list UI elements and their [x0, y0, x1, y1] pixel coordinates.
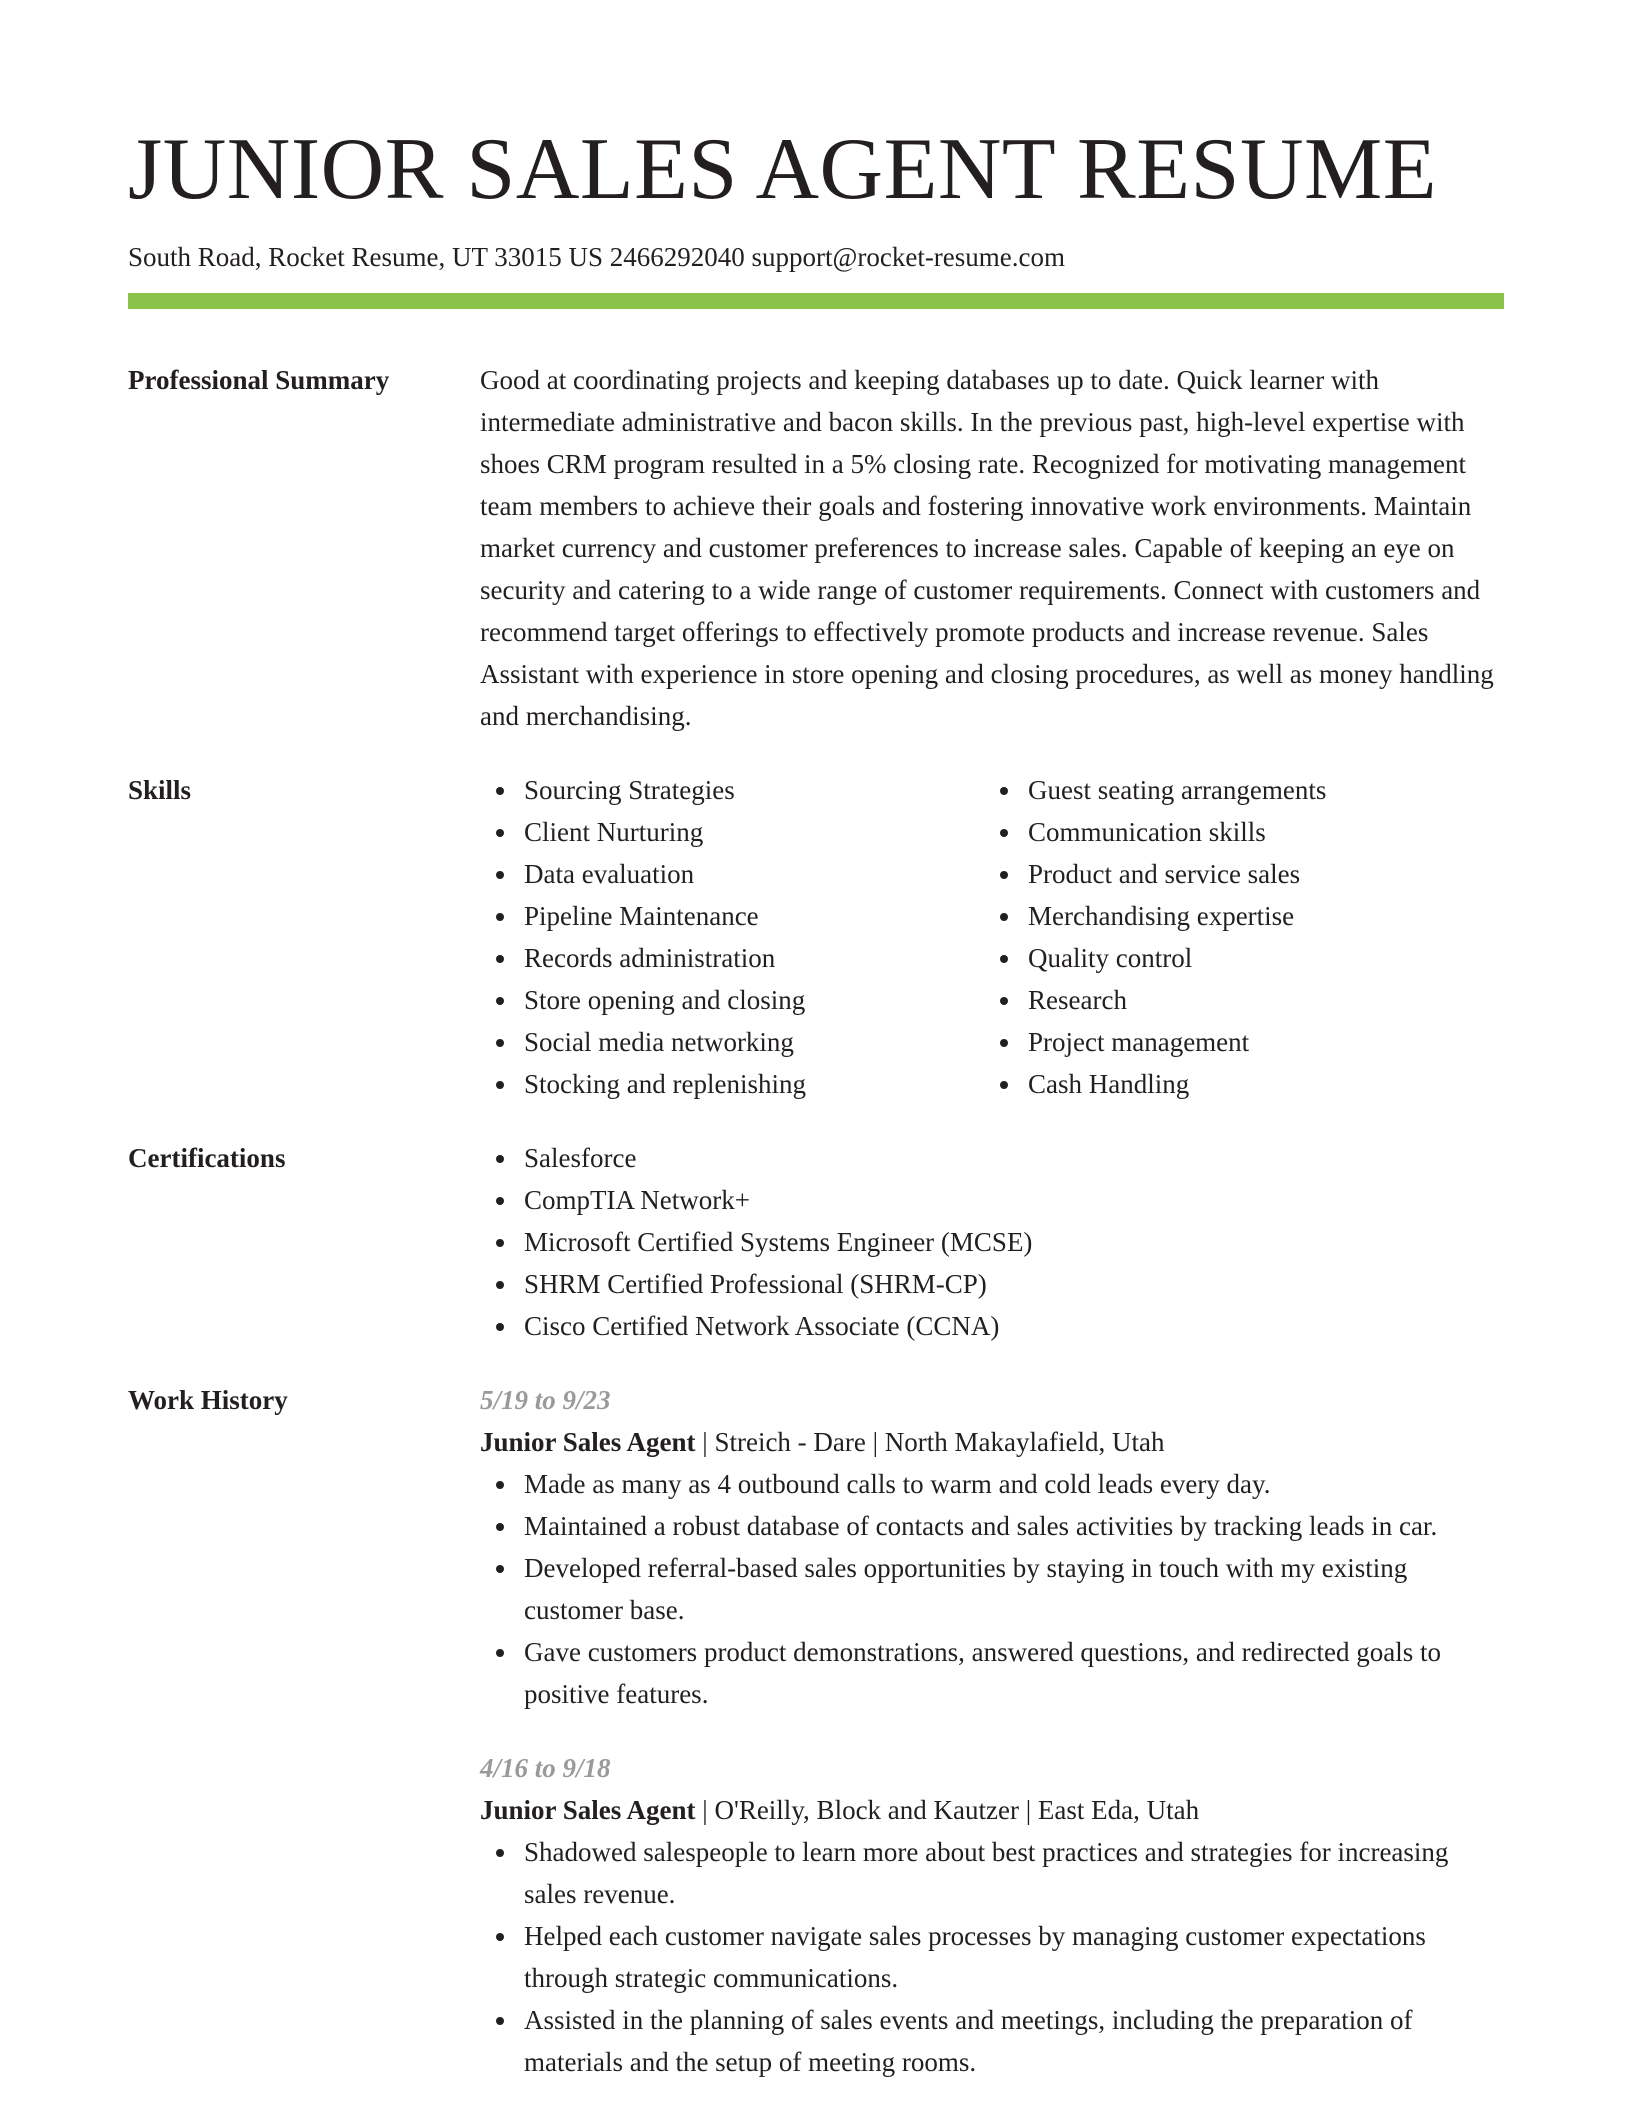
job-entry — [480, 1379, 1504, 1715]
skill-item: Product and service sales — [984, 853, 1488, 895]
skill-item: Guest seating arrangements — [984, 769, 1488, 811]
section-label-skills: Skills — [128, 775, 192, 805]
job-dates: 5/19 to 9/23 — [480, 1385, 611, 1415]
accent-divider — [128, 293, 1504, 309]
section-label-work-history: Work History — [128, 1385, 288, 1415]
skill-item: Stocking and replenishing — [480, 1063, 984, 1105]
skill-item: Data evaluation — [480, 853, 984, 895]
section-label-summary: Professional Summary — [128, 365, 390, 395]
job-entry — [480, 1747, 1504, 2083]
section-label-certifications: Certifications — [128, 1143, 286, 1173]
professional-summary-section — [128, 359, 1504, 737]
job-bullet: Made as many as 4 outbound calls to warm and cold leads every day. — [480, 1463, 1504, 1505]
skill-item: Quality control — [984, 937, 1488, 979]
skills-section — [128, 769, 1504, 1105]
skill-item: Cash Handling — [984, 1063, 1488, 1105]
skill-item: Communication skills — [984, 811, 1488, 853]
job-bullet: Developed referral-based sales opportunities by staying in touch with my existing customer base. — [480, 1547, 1504, 1631]
certifications-section — [128, 1137, 1504, 1347]
certification-item: Microsoft Certified Systems Engineer (MCSE) — [480, 1221, 1504, 1263]
certification-item: CompTIA Network+ — [480, 1179, 1504, 1221]
certification-item: Cisco Certified Network Associate (CCNA) — [480, 1305, 1504, 1347]
skill-item: Pipeline Maintenance — [480, 895, 984, 937]
certification-item: SHRM Certified Professional (SHRM-CP) — [480, 1263, 1504, 1305]
skill-item: Records administration — [480, 937, 984, 979]
job-heading — [480, 1789, 1504, 1831]
resume-title: JUNIOR SALES AGENT RESUME — [128, 121, 1437, 218]
job-details: | Streich - Dare | North Makaylafield, Utah — [695, 1427, 1165, 1457]
job-heading — [480, 1421, 1504, 1463]
skill-item: Project management — [984, 1021, 1488, 1063]
skill-item: Merchandising expertise — [984, 895, 1488, 937]
skills-column-right — [984, 769, 1488, 1105]
skill-item: Client Nurturing — [480, 811, 984, 853]
certification-item: Salesforce — [480, 1137, 1504, 1179]
skill-item: Sourcing Strategies — [480, 769, 984, 811]
job-bullet: Gave customers product demonstrations, answered questions, and redirected goals to positive features. — [480, 1631, 1504, 1715]
job-bullet: Helped each customer navigate sales processes by managing customer expectations through strategic communications. — [480, 1915, 1504, 1999]
job-title: Junior Sales Agent — [480, 1427, 696, 1457]
job-dates: 4/16 to 9/18 — [480, 1753, 611, 1783]
skill-item: Research — [984, 979, 1488, 1021]
skill-item: Social media networking — [480, 1021, 984, 1063]
skills-column-left — [480, 769, 984, 1105]
job-bullet: Assisted in the planning of sales events and meetings, including the preparation of materials and the setup of meeting rooms. — [480, 1999, 1504, 2083]
skill-item: Store opening and closing — [480, 979, 984, 1021]
contact-line: South Road, Rocket Resume, UT 33015 US 2466292040 support@rocket-resume.com — [128, 242, 1066, 272]
job-bullet: Maintained a robust database of contacts and sales activities by tracking leads in car. — [480, 1505, 1504, 1547]
job-bullet: Shadowed salespeople to learn more about best practices and strategies for increasing sales revenue. — [480, 1831, 1504, 1915]
job-title: Junior Sales Agent — [480, 1795, 696, 1825]
work-history-section — [128, 1379, 1504, 2083]
summary-text: Good at coordinating projects and keeping databases up to date. Quick learner with intermediate administrative and bacon skills. In the previous past, high-level expertise with shoes CRM program resulted in a 5% closing rate. Recognized for motivating management team members to achieve their goals and fostering innovative work environments. Maintain market currency and customer preferences to increase sales. Capable of keeping an eye on security and catering to a wide range of customer requirements. Connect with customers and recommend target offerings to effectively promote products and increase revenue. Sales Assistant with experience in store opening and closing procedures, as well as money handling and merchandising. — [480, 365, 1494, 731]
job-details: | O'Reilly, Block and Kautzer | East Eda, Utah — [695, 1795, 1200, 1825]
